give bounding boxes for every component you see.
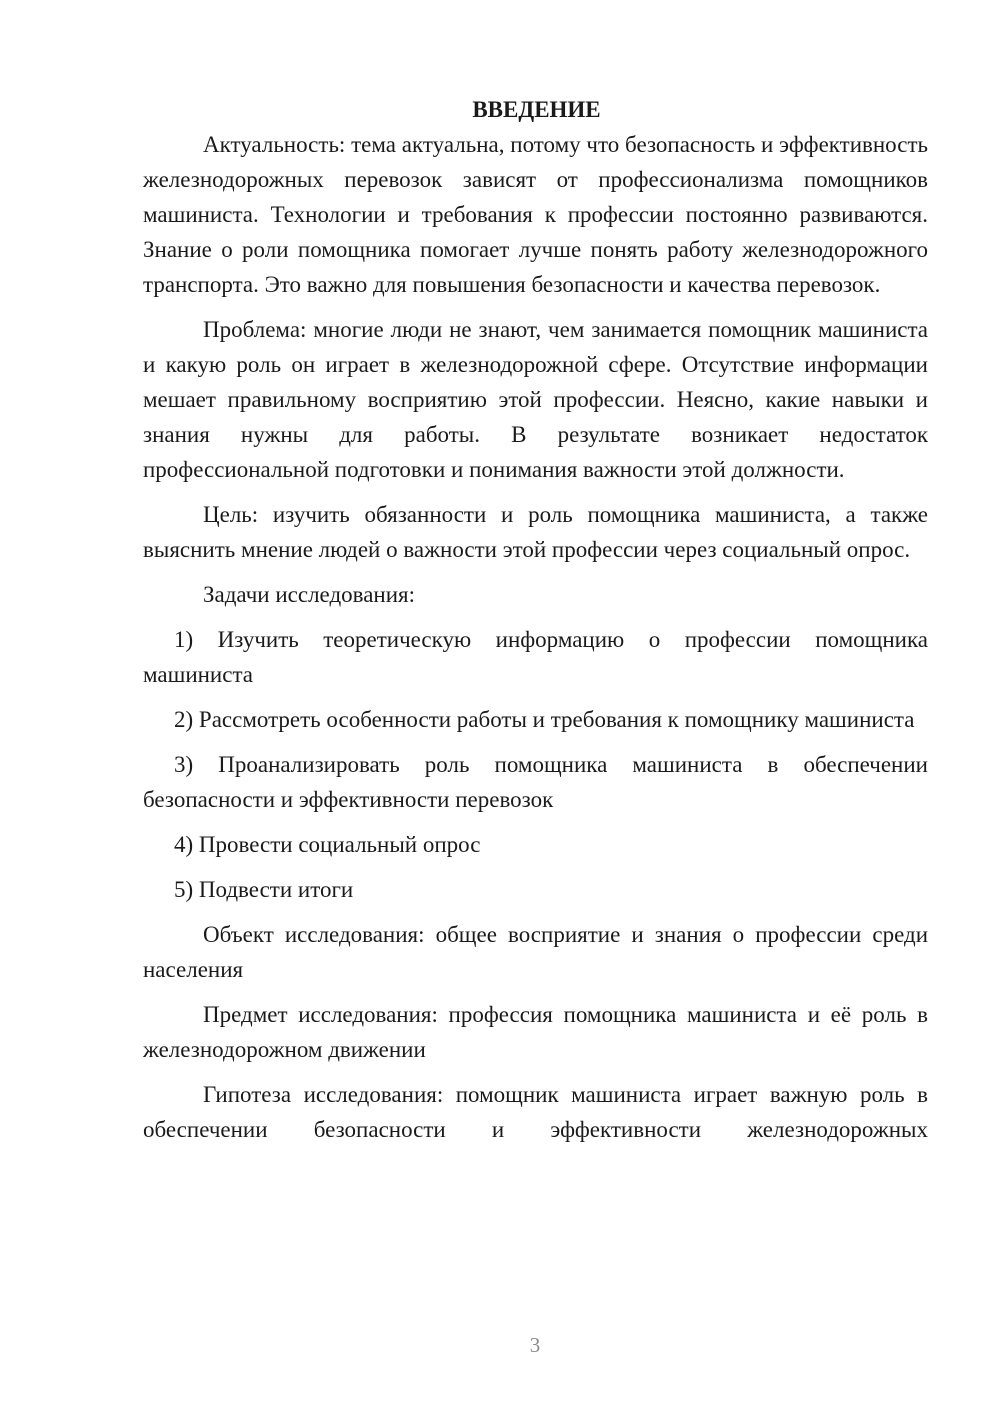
hypothesis-paragraph: Гипотеза исследования: помощник машиниста играет важную роль в обеспечении безопасности и эффективности железнодорожных	[143, 1082, 928, 1142]
task-item-5: 5) Подвести итоги	[174, 877, 354, 902]
task-item-1: 1) Изучить теоретическую информацию о профессии помощника машиниста	[143, 627, 928, 687]
task-item-4: 4) Провести социальный опрос	[174, 832, 481, 857]
page-title: ВВЕДЕНИЕ	[472, 97, 601, 122]
page-number: 3	[529, 1333, 541, 1357]
document-body	[143, 93, 928, 1157]
relevance-paragraph: Актуальность: тема актуальна, потому что безопасность и эффективность железнодорожных перевозок зависят от профессионализма помощников машиниста. Технологии и требования к профессии постоянно развиваются. Знание о роли помощника помогает лучше понять работу железнодорожного транспорта. Это важно для повышения безопасности и качества перевозок.	[143, 132, 928, 297]
task-item-3: 3) Проанализировать роль помощника машиниста в обеспечении безопасности и эффективности перевозок	[143, 752, 928, 812]
task-item-2: 2) Рассмотреть особенности работы и требования к помощнику машиниста	[174, 707, 915, 732]
goal-paragraph: Цель: изучить обязанности и роль помощника машиниста, а также выяснить мнение людей о важности этой профессии через социальный опрос.	[143, 502, 928, 562]
object-paragraph: Объект исследования: общее восприятие и знания о профессии среди населения	[143, 922, 928, 982]
subject-paragraph: Предмет исследования: профессия помощника машиниста и её роль в железнодорожном движении	[143, 1002, 928, 1062]
tasks-heading: Задачи исследования:	[203, 582, 416, 607]
problem-paragraph: Проблема: многие люди не знают, чем занимается помощник машиниста и какую роль он играет в железнодорожной сфере. Отсутствие информации мешает правильному восприятию этой профессии. Неясно, какие навыки и знания нужны для работы. В результате возникает недостаток профессиональной подготовки и понимания важности этой должности.	[143, 317, 928, 482]
